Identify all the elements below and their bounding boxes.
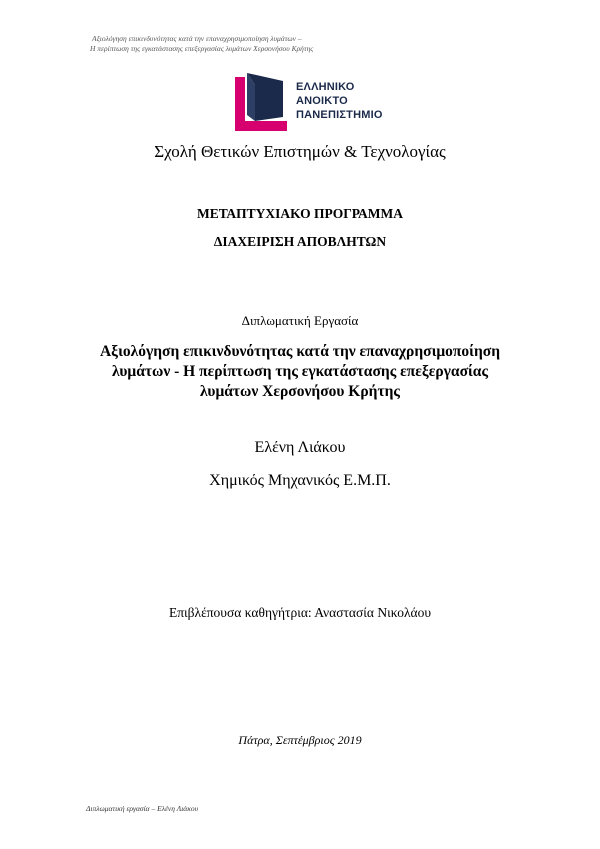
school-name: Σχολή Θετικών Επιστημών & Τεχνολογίας <box>154 142 446 161</box>
university-logo-icon <box>233 71 293 133</box>
author-name: Ελένη Λιάκου <box>254 439 346 456</box>
program-subject: ΔΙΑΧΕΙΡΙΣΗ ΑΠΟΒΛΗΤΩΝ <box>213 234 387 249</box>
thesis-title-line-3: λυμάτων Χερσονήσου Κρήτης <box>200 383 400 400</box>
thesis-title-line-1: Αξιολόγηση επικινδυνότητας κατά την επαναχρησιμοποίηση <box>99 343 501 360</box>
logo-text-line-2: ΑΝΟΙΚΤΟ <box>296 95 348 107</box>
running-header-line-2: Η περίπτωση της εγκατάστασης επεξεργασίας λυμάτων Χερσονήσου Κρήτης <box>90 44 314 53</box>
thesis-label: Διπλωματική Εργασία <box>241 313 359 328</box>
running-header-line-1: Αξιολόγηση επικινδυνότητας κατά την επαναχρησιμοποίηση λυμάτων – <box>92 34 302 43</box>
thesis-title <box>70 342 530 402</box>
program-title: ΜΕΤΑΠΤΥΧΙΑΚΟ ΠΡΟΓΡΑΜΜΑ <box>196 206 404 221</box>
thesis-title-line-2: λυμάτων - Η περίπτωση της εγκατάστασης επεξεργασίας <box>111 363 488 380</box>
date-place: Πάτρα, Σεπτέμβριος 2019 <box>238 733 362 747</box>
page-footer: Διπλωματική εργασία – Ελένη Λιάκου <box>86 804 199 813</box>
logo-text-line-3: ΠΑΝΕΠΙΣΤΗΜΙΟ <box>296 109 383 121</box>
university-logo <box>233 71 383 133</box>
supervisor: Επιβλέπουσα καθηγήτρια: Αναστασία Νικολάου <box>168 605 432 620</box>
author-degree: Χημικός Μηχανικός Ε.Μ.Π. <box>209 472 391 489</box>
logo-text-line-1: ΕΛΛΗΝΙΚΟ <box>296 81 355 93</box>
